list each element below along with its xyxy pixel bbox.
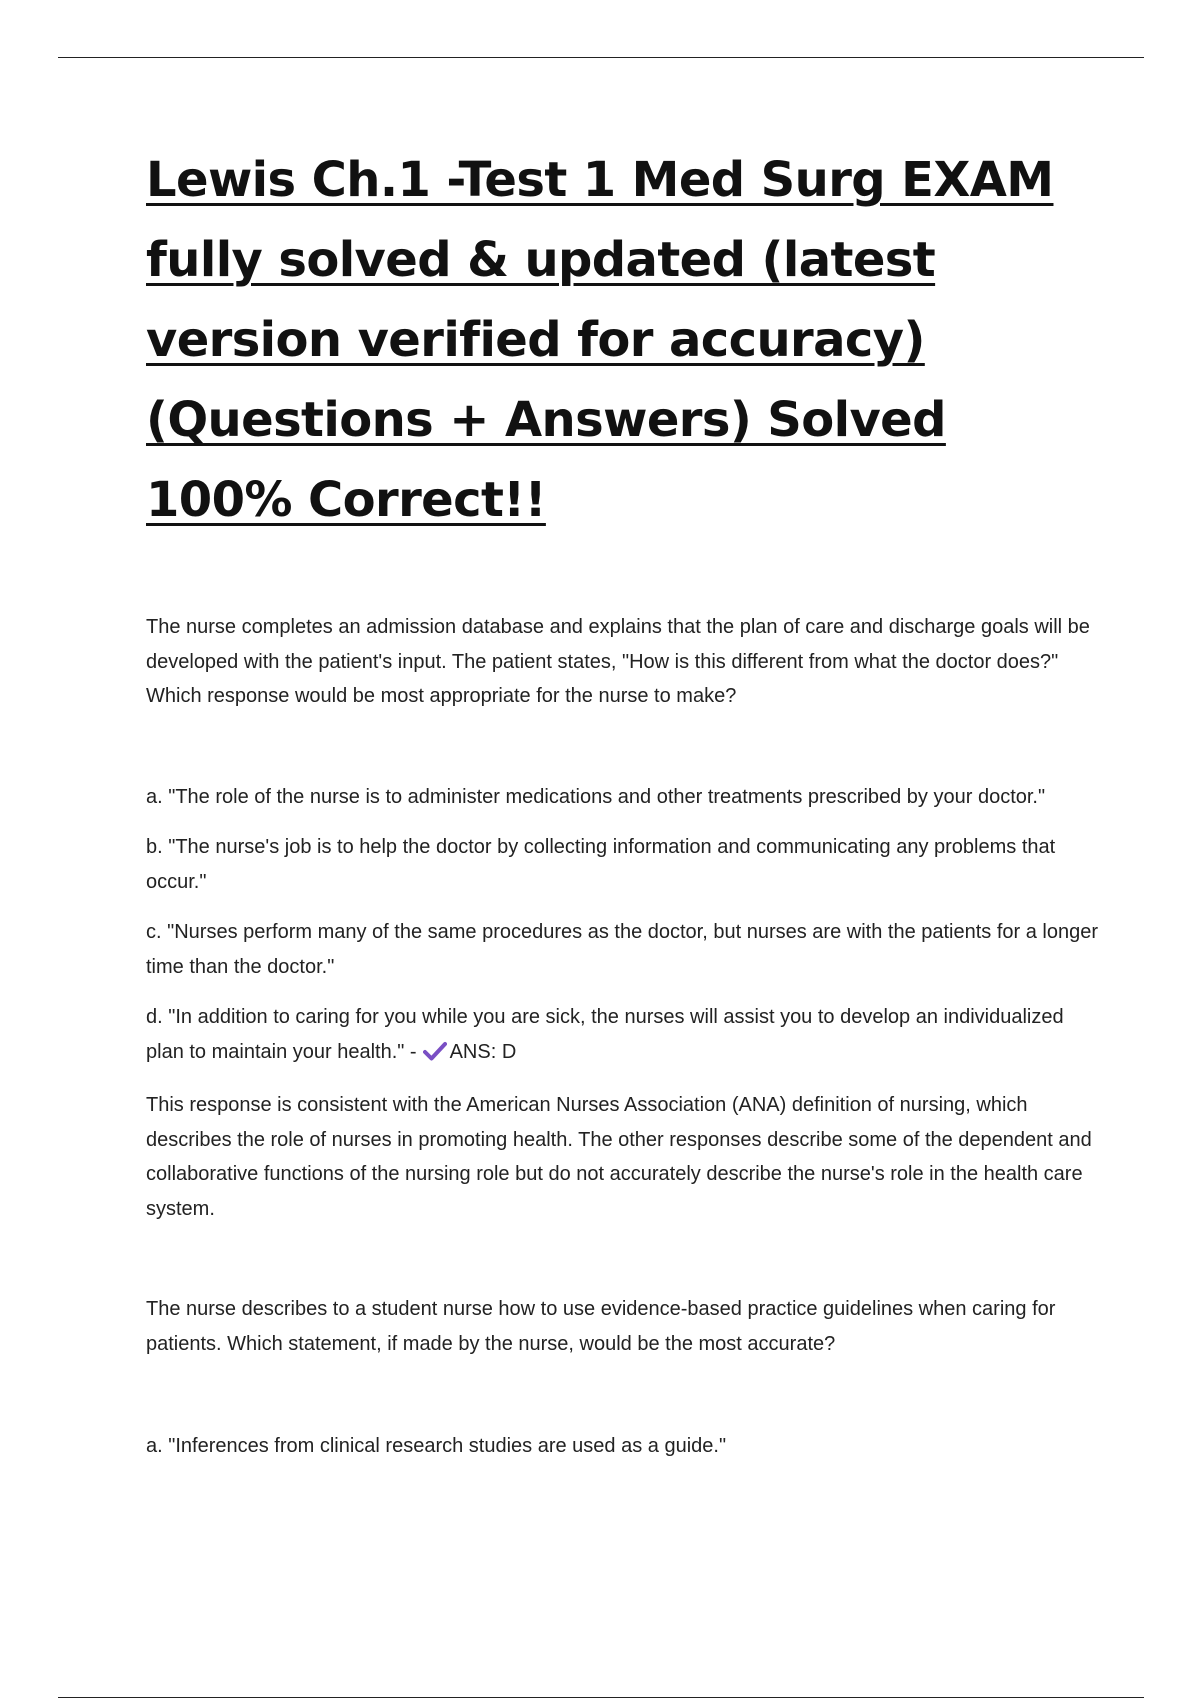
question-2-option-a: a. "Inferences from clinical research studies are used as a guide." <box>146 1435 727 1457</box>
question-1-option-c: c. "Nurses perform many of the same procedures as the doctor, but nurses are with the patients for a longer time than the doctor." <box>146 921 1099 978</box>
question-2-stem: The nurse describes to a student nurse how to use evidence-based practice guidelines when caring for patients. Which statement, if made by the nurse, would be the most accurate? <box>146 1298 1056 1355</box>
check-mark-icon <box>423 1038 447 1073</box>
question-1-option-b: b. "The nurse's job is to help the doctor by collecting information and communicating any problems that occur." <box>146 836 1056 893</box>
top-rule <box>58 57 1144 58</box>
question-1-option-d-text: d. "In addition to caring for you while you are sick, the nurses will assist you to develop an individualized plan to maintain your health." - <box>146 1006 1064 1063</box>
question-1-answer: ANS: D <box>449 1040 517 1063</box>
question-1-option-d <box>146 1000 1106 1072</box>
question-1-rationale: This response is consistent with the American Nurses Association (ANA) definition of nursing, which describes the role of nurses in promoting health. The other responses describe some of the dependent and collaborative functions of the nursing role but do not accurately describe the nurse's role in the health care system. <box>146 1094 1092 1220</box>
document-body <box>146 140 1106 1464</box>
document-title: Lewis Ch.1 -Test 1 Med Surg EXAM fully solved & updated (latest version verified for accuracy) (Questions + Answers) Solved 100% Correct!! <box>146 152 1054 528</box>
question-1-option-a: a. "The role of the nurse is to administer medications and other treatments prescribed by your doctor." <box>146 785 1046 808</box>
question-1-stem: The nurse completes an admission database and explains that the plan of care and discharge goals will be developed with the patient's input. The patient states, "How is this different from what the doctor does?" Which response would be most appropriate for the nurse to make? <box>146 616 1090 707</box>
bottom-rule <box>58 1697 1144 1698</box>
